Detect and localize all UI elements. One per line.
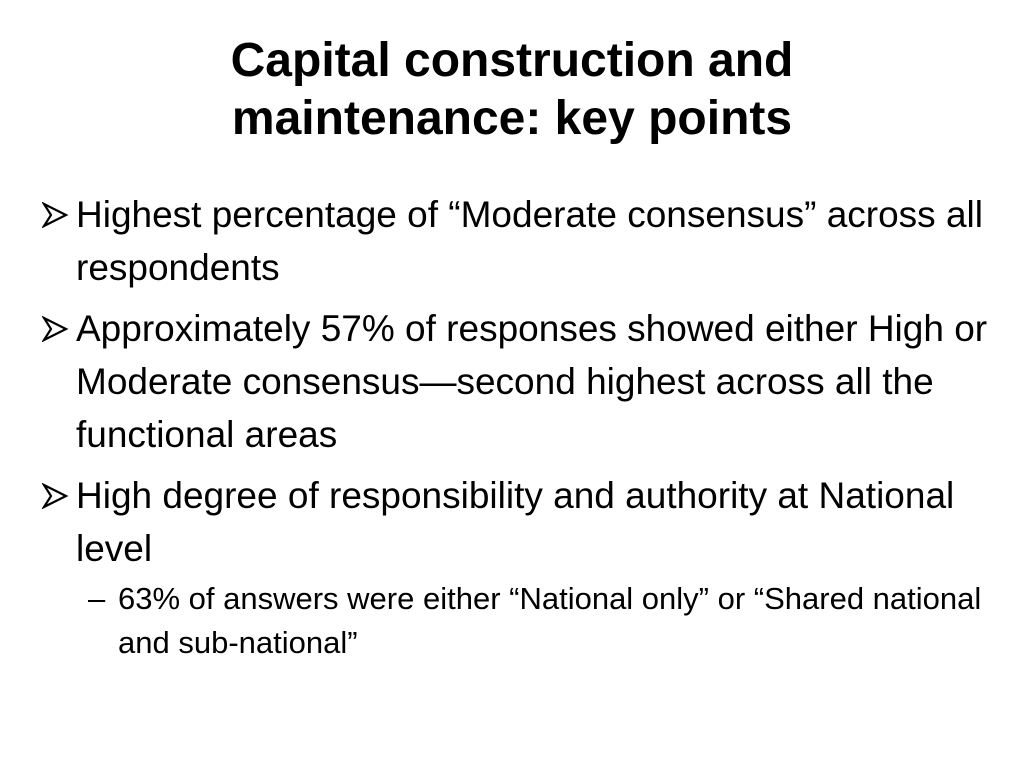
arrow-bullet-icon [40,302,70,355]
arrow-bullet-icon [40,188,70,241]
slide-title [60,32,964,148]
bullet-text: High degree of responsibility and authority at National level [76,475,955,569]
sub-bullet-text: 63% of answers were either “National only” or “Shared national and sub-national” [118,581,982,660]
title-line: Capital construction and [230,34,794,87]
bullet-list [40,188,1000,665]
bullet-text: Approximately 57% of responses showed either High or Moderate consensus—second highest across all the functional areas [76,308,988,455]
title-line: maintenance: key points [231,92,793,145]
bullet-item [40,302,1000,461]
sub-bullet-item [40,577,1000,665]
bullet-item [40,469,1000,575]
sub-bullet-marker: – [88,581,106,616]
arrow-bullet-icon [40,469,70,522]
bullet-text: Highest percentage of “Moderate consensus” across all respondents [76,194,983,288]
bullet-item [40,188,1000,294]
